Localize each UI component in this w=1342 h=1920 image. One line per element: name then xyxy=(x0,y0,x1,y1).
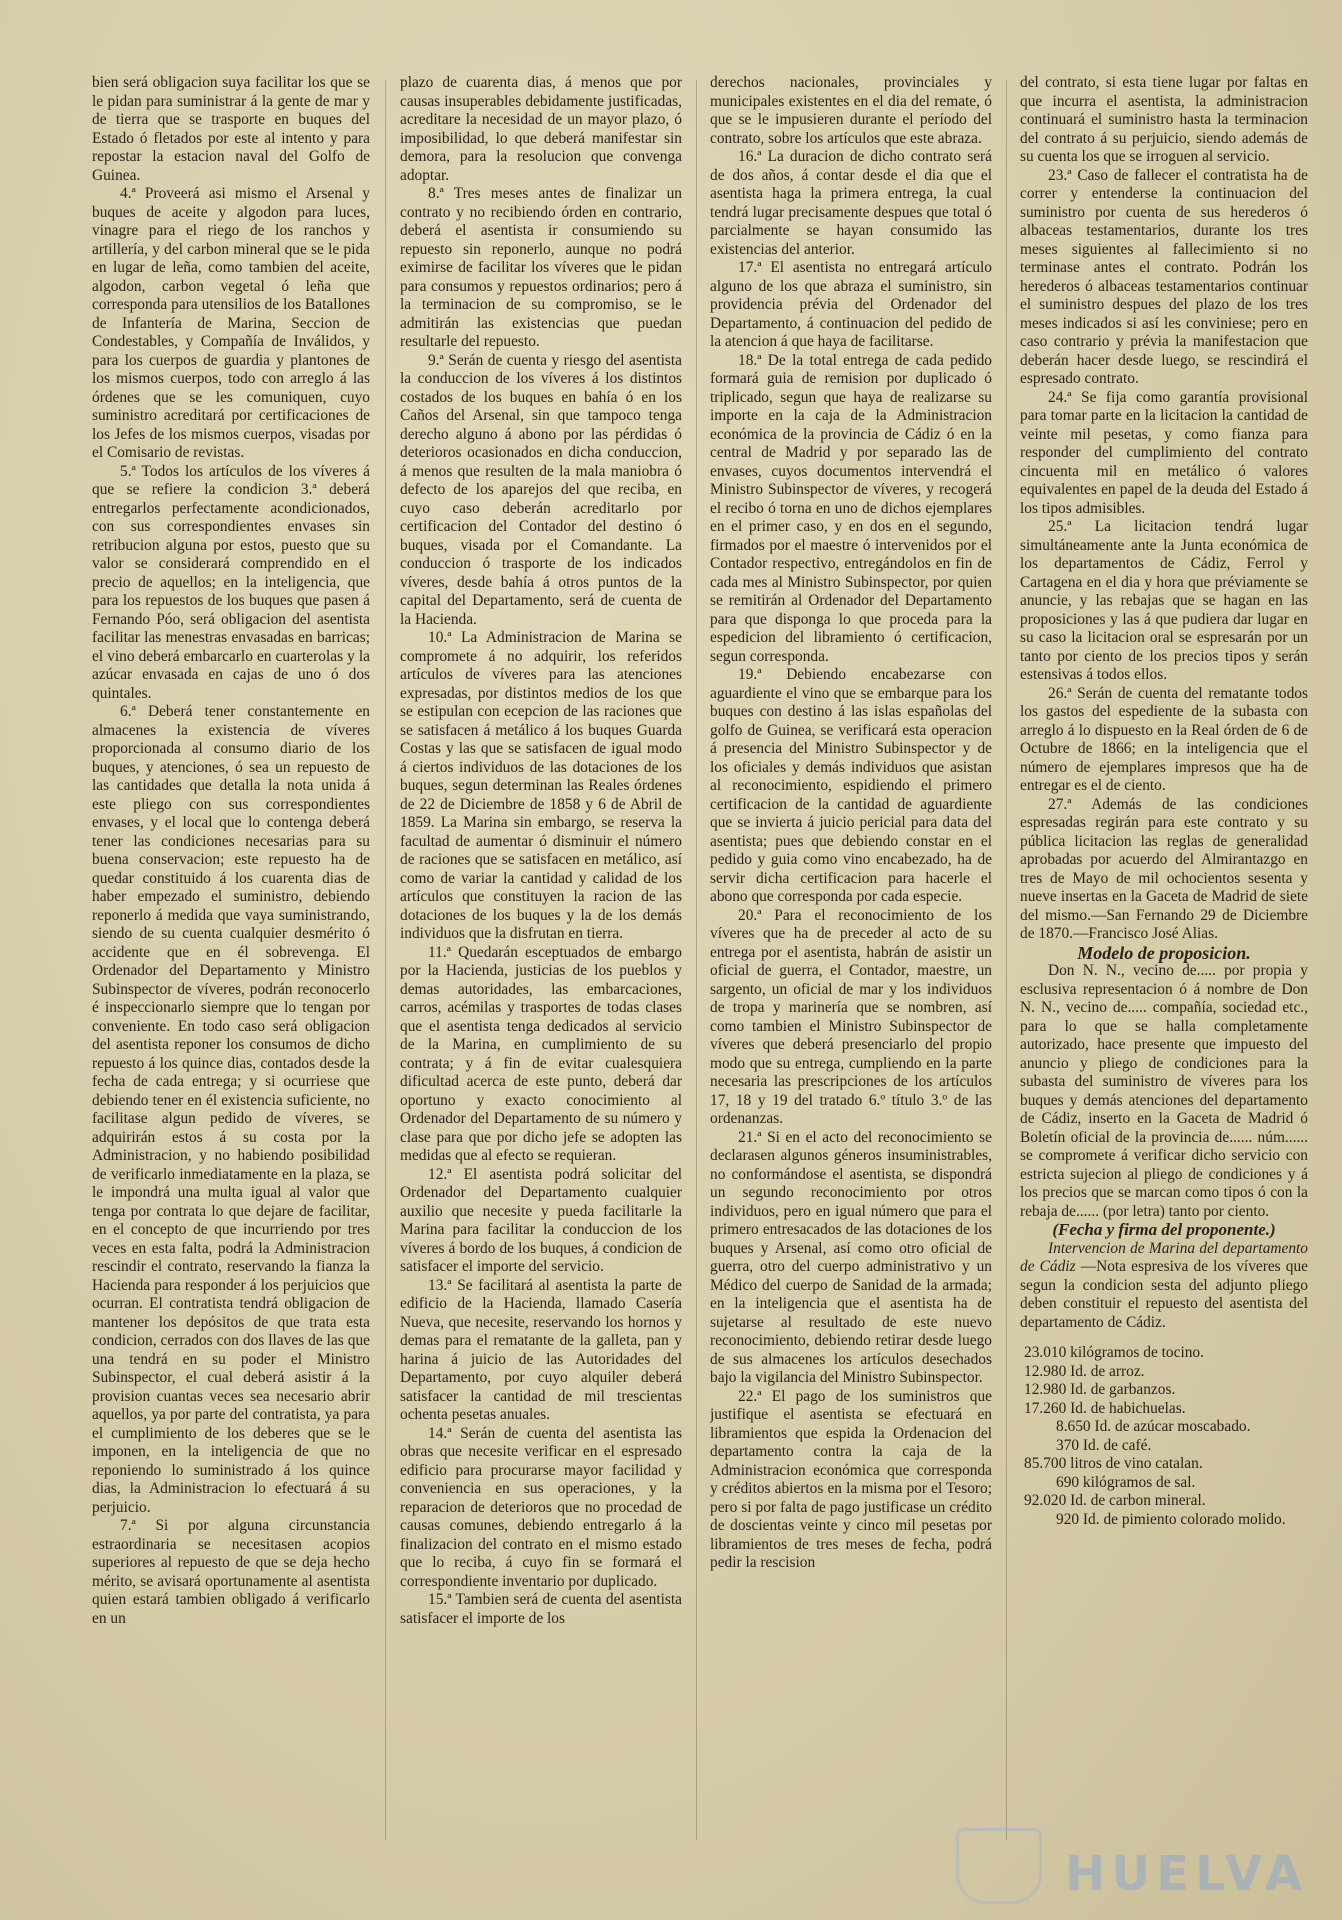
text-column-4 xyxy=(1020,74,1308,1849)
paragraph: del contrato, si esta tiene lugar por faltas en que incurra el asentista, la administracion continuará el suministro hasta la terminacion del contrato á su perjuicio, siendo además de su cuenta los que se irroguen al servicio. xyxy=(1020,74,1308,165)
paragraph: 24.ª Se fija como garantía provisional para tomar parte en la licitacion la cantidad de veinte mil pesetas, y como fianza para responder del cumplimiento del contrato cincuenta mil en metálico ó valores equivalentes en papel de la deuda del Estado á los tipos admisibles. xyxy=(1020,388,1308,517)
text-column-3 xyxy=(710,74,992,1849)
modelo-heading: Modelo de proposicion. xyxy=(1077,942,1251,963)
paragraph: 5.ª Todos los artículos de los víveres á que se refiere la condicion 3.ª deberá entregarlos perfectamente acondicionados, con sus correspondientes envases sin retribucion alguna por estos, puesto que su valor se considerará comprendido en el precio de aquellos; en la inteligencia, que para los repuestos de los buques que pasen á Fernando Póo, será obligacion del asentista facilitar las menestras envasadas en barricas; el vino deberá embarcarlo en cuarterolas y la azúcar envasada en cajas de uno ó dos quintales. xyxy=(92,462,370,702)
list-item: 92.020 Id. de carbon mineral. xyxy=(1024,1492,1206,1509)
list-item: 85.700 litros de vino catalan. xyxy=(1024,1455,1203,1472)
column-divider xyxy=(696,80,697,1840)
list-item: 12.980 Id. de garbanzos. xyxy=(1024,1381,1176,1398)
paragraph: 27.ª Además de las condiciones espresadas regirán para este contrato y su pública licitacion las reglas de generalidad aprobadas por acuerdo del Almirantazgo en tres de Mayo de mil ochocientos sesenta y nueve insertas en la Gaceta de Madrid de siete del mismo.—San Fernando 29 de Diciembre de 1870.—Francisco José Alias. xyxy=(1020,795,1308,942)
paragraph: 12.ª El asentista podrá solicitar del Ordenador del Departamento cualquier auxilio que necesite y pueda facilitarle la Marina para facilitar la conduccion de los víveres á bordo de los buques, á condicion de satisfacer el importe del servicio. xyxy=(400,1165,682,1275)
nota-intro-italic: Intervencion de Marina del departamento de Cádiz xyxy=(1020,1239,1308,1275)
paragraph: 16.ª La duracion de dicho contrato será de dos años, á contar desde el dia que el asentista haga la primera entrega, la cual tendrá lugar precisamente despues que total ó parcialmente se hayan consumido las existencias del anterior. xyxy=(710,148,992,258)
paragraph: 25.ª La licitacion tendrá lugar simultáneamente ante la Junta económica de los departamentos de Cádiz, Ferrol y Cartagena en el dia y hora que préviamente se anuncie, y las rebajas que se hagan en las proposiciones y las á que pudiera dar lugar en su caso la licitacion oral se espresarán por un tanto por ciento de los precios tipos y serán estensivas á todos ellos. xyxy=(1020,518,1308,683)
column-divider xyxy=(385,80,386,1840)
modelo-body: Don N. N., vecino de..... por propia y esclusiva representacion ó á nombre de Don N. N., vecino de..... compañía, sociedad etc., para lo que se halla completamente autorizado, hace presente que impuesto del anuncio y pliego de condiciones para la subasta del suministro de víveres para los buques y demás atenciones del departamento de Cádiz, inserto en la Gaceta de Madrid ó Boletín oficial de la provincia de...... núm...... se compromete á verificar dicho servicio con estricta sujecion al pliego de condiciones y á los precios que se marcan como tipos ó con la rebaja de...... (por letra) tanto por ciento. xyxy=(1020,962,1308,1220)
paragraph: 15.ª Tambien será de cuenta del asentista satisfacer el importe de los xyxy=(400,1591,682,1627)
paragraph: 20.ª Para el reconocimiento de los víveres que ha de preceder al acto de su entrega por el asentista, habrán de asistir un oficial de guerra, el Contador, maestre, un sargento, un oficial de mar y los individuos de tropa y marinería que se nombren, así como tambien el Ministro Subinspector de víveres que deberá presenciarlo del propio modo que su entrega, cumpliendo en la parte necesaria las prescripciones de los artículos 17, 18 y 19 del tratado 6.º título 3.º de las ordenanzas. xyxy=(710,906,992,1127)
coat-of-arms-watermark xyxy=(956,1828,1042,1904)
list-item: 17.260 Id. de habichuelas. xyxy=(1024,1399,1186,1417)
paragraph: plazo de cuarenta dias, á menos que por causas insuperables debidamente justificadas, acreditare la necesidad de un mayor plazo, ó imposibilidad, lo que deberá manifestar sin demora, para la resolucion que convenga adoptar. xyxy=(400,74,682,184)
paragraph: 9.ª Serán de cuenta y riesgo del asentista la conduccion de los víveres á los distintos costados de los buques en bahía ó en los Caños del Arsenal, sin que tampoco tenga derecho alguno á abono por las pérdidas ó deterioros ocasionados en dicha conduccion, á menos que resulten de la mala maniobra ó defecto de los aparejos del que reciba, en cuyo caso deberán acreditarlo por certificacion del Contador del destino ó buques, visada por el Comandante. La conduccion ó trasporte de los indicados víveres, desde bahía á otros puntos de la capital del Departamento, será de cuenta de la Hacienda. xyxy=(400,351,682,628)
list-item: 370 Id. de café. xyxy=(1056,1436,1152,1454)
paragraph: 22.ª El pago de los suministros que justifique el asentista se efectuará en libramientos que espida la Ordenacion del departamento contra la caja de la Administracion económica que corresponda y créditos abiertos en la misma por el Tesoro; pero si por falta de pago justificase un crédito de doscientas veinte y cinco mil pesetas por libramientos de tres meses de fecha, podrá pedir la rescision xyxy=(710,1387,992,1571)
paragraph: derechos nacionales, provinciales y municipales existentes en el dia del remate, ó que se le impusieren durante el período del contrato, sobre los artículos que este abraza. xyxy=(710,74,992,147)
paragraph: 4.ª Proveerá asi mismo el Arsenal y buques de aceite y algodon para luces, vinagre para el riego de los ranchos y artillería, y del carbon mineral que se le pida en lugar de leña, como tambien del aceite, algodon, carbon vegetal ó leña que corresponda para utensilios de los Batallones de Infantería de Marina, Seccion de Condestables, y Compañía de Inválidos, y para los cuerpos de guardia y plantones de los mismos cuerpos, todo con arreglo á las órdenes que se les comuniquen, cuyo suministro acreditará por certificaciones de los Jefes de los mismos cuerpos, visadas por el Comisario de revistas. xyxy=(92,185,370,461)
paragraph: 19.ª Debiendo encabezarse con aguardiente el vino que se embarque para los buques con destino á las islas españolas del golfo de Guinea, se verificará esta operacion á presencia del Ministro Subinspector y de los oficiales y demás individuos que asistan al reconocimiento, espidiendo el primero certificacion de la cantidad de aguardiente que se invierta á juicio pericial para data del asentista; pues que debiendo constar en el pedido y guia como vino encabezado, ha de servir dicha certificacion para hacerle el abono que corresponda por cada especie. xyxy=(710,666,992,905)
list-item: 920 Id. de pimiento colorado molido. xyxy=(1056,1510,1286,1528)
paragraph: 26.ª Serán de cuenta del rematante todos los gastos del espediente de la subasta con arreglo á lo dispuesto en la Real órden de 6 de Octubre de 1866; en la inteligencia que el número de ejemplares impresos que ha de entregar es el de ciento. xyxy=(1020,684,1308,794)
paragraph: 11.ª Quedarán esceptuados de embargo por la Hacienda, justicias de los pueblos y demas autoridades, las embarcaciones, carros, acémilas y trasportes de todas clases que el asentista tenga dedicados al servicio de la Marina, en cumplimiento de su contrata; y á fin de evitar cualesquiera dificultad acerca de este punto, deberá dar oportuno y exacto conocimiento al Ordenador del Departamento de su número y clase para que por dicho jefe se adopten las medidas que al efecto se requieran. xyxy=(400,943,682,1164)
nota-intro xyxy=(1020,1240,1308,1333)
column-divider xyxy=(1006,80,1007,1840)
list-item: 8.650 Id. de azúcar moscabado. xyxy=(1056,1418,1251,1435)
paragraph: 10.ª La Administracion de Marina se compromete á no adquirir, los referidos artículos de víveres para las atenciones expresadas, por distintos medios de los que se estipulan con ecepcion de las raciones que se satisfacen á metálico á los buques Guarda Costas y las que se satisfacen de igual modo á ciertos individuos de las dotaciones de los buques, segun determinan las Reales órdenes de 22 de Diciembre de 1858 y 6 de Abril de 1859. La Marina sin embargo, se reserva la facultad de aumentar ó disminuir el número de raciones que se satisfacen en metálico, así como de variar la cantidad y calidad de los artículos que constituyen la racion de las dotaciones de los buques y la de los demás individuos que la disfrutan en tierra. xyxy=(400,629,682,942)
list-item: 12.980 Id. de arroz. xyxy=(1024,1362,1145,1380)
paragraph: 7.ª Si por alguna circunstancia estraordinaria se necesitasen acopios superiores al repuesto de que se deja hecho mérito, se avisará oportunamente al asentista quien estará tambien obligado á verificarlo en un xyxy=(92,1517,370,1627)
paragraph: 17.ª El asentista no entregará artículo alguno de los que abraza el suministro, sin providencia prévia del Ordenador del Departamento, á continuacion del pedido de la atencion á que haya de facilitarse. xyxy=(710,259,992,350)
paragraph: 13.ª Se facilitará al asentista la parte de edificio de la Hacienda, llamado Casería Nueva, que necesite, reservando los hornos y demas para el rematante de la galleta, pan y harina á juicio de las Autoridades del Departamento, por cuyo alquiler deberá satisfacer la cantidad de mil trescientas ochenta pesetas anuales. xyxy=(400,1276,682,1423)
paragraph: 6.ª Deberá tener constantemente en almacenes la existencia de víveres proporcionada al consumo diario de los buques, y atenciones, ó sea un repuesto de las cantidades que detalla la nota unida á este pliego con sus correspondientes envases, y el local que lo contenga deberá tener las condiciones necesarias para su buena conservacion; este repuesto ha de quedar constituido á los cuarenta dias de haber empezado el suministro, debiendo reponerlo á medida que vaya suministrando, siendo de su cuenta cualquier desmérito ó accidente que en él sobrevenga. El Ordenador del Departamento y Ministro Subinspector de víveres, podrán reconocerlo é inspeccionarlo siempre que lo tengan por conveniente. En todo caso será obligacion del asentista reponer los consumos de dicho repuesto á los quince dias, contados desde la fecha de cada entrega; y si ocurriese que debiendo tener en él existencia suficiente, no facilitase algun pedido de víveres, se adquirirán estos á su costa por la Administracion, y no habiendo posibilidad de verificarlo inmediatamente en la plaza, se le impondrá una multa igual al valor que tenga por contrata lo que dejare de facilitar, en el concepto de que incurriendo por tres veces en esta falta, podrá la Administracion rescindir el contrato, reservando la fianza la Hacienda para responder á los perjuicios que ocurran. El contratista tendrá obligacion de mantener los depósitos de que trata esta condicion, cerrados con dos llaves de las que una tendrá en su poder el Ministro Subinspector, el cual deberá asistir á la provision cuantas veces sea necesario abrir aquellos, ya por parte del contratista, ya para el cumplimiento de los deberes que se le imponen, en la inteligencia de que no reponiendo lo suministrado á los quince dias, la Administracion lo efectuará á su perjuicio. xyxy=(92,703,370,1516)
conditions-text xyxy=(1020,74,1308,944)
archive-watermark: HUELVA xyxy=(1065,1846,1308,1902)
signature-line: (Fecha y firma del proponente.) xyxy=(1052,1220,1276,1239)
paragraph: 18.ª De la total entrega de cada pedido formará guia de remision por duplicado ó triplicado, segun que haya de realizarse su importe en la caja de la Administracion económica de la provincia de Cádiz ó en la central de Madrid y por separado las de envases, cuyos documentos intervendrá el Ministro Subinspector de víveres, y recogerá el recibo ó torna en uno de dichos ejemplares en el primer caso, y en dos en el segundo, firmados por el maestre ó intervenidos por el Contador respectivo, entregándolos en fin de cada mes al Ministro Subinspector, por quien se remitirán al Ordenador del Departamento para que disponga lo que proceda para la espedicion del libramiento ó certificacion, segun corresponda. xyxy=(710,351,992,665)
paragraph: 8.ª Tres meses antes de finalizar un contrato y no recibiendo órden en contrario, deberá el asentista ir consumiendo su repuesto sin reponerlo, aunque no podrá eximirse de facilitar los víveres que le pidan para consumos y repuestos ordinarios; pero á la terminacion de su compromiso, se le admitirán las existencias que puedan resultarle del repuesto. xyxy=(400,185,682,350)
list-item: 690 kilógramos de sal. xyxy=(1056,1473,1196,1491)
provisions-list xyxy=(1020,1344,1308,1529)
text-column-1 xyxy=(92,74,370,1849)
paragraph: bien será obligacion suya facilitar los que se le pidan para suministrar á la gente de mar y de tierra que se trasporte en buques del Estado ó fletados por este al intento y para repostar la estacion naval del Golfo de Guinea. xyxy=(92,74,370,184)
nota-intro-rest: —Nota espresiva de los víveres que segun la condicion sesta del adjunto pliego deben constituir el repuesto del asentista del departamento de Cádiz. xyxy=(1020,1258,1308,1331)
paragraph: 14.ª Serán de cuenta del asentista las obras que necesite verificar en el espresado edificio para procurarse mayor facilidad y conveniencia en sus operaciones, y la reparacion de deterioros que no procedad de causas comunes, debiendo entregarlo á la finalizacion del contrato en el mismo estado que lo reciba, á cuyo fin se formará el correspondiente inventario por duplicado. xyxy=(400,1424,682,1590)
text-column-2 xyxy=(400,74,682,1849)
paragraph: 21.ª Si en el acto del reconocimiento se declarasen algunos géneros insuministrables, no conformándose el asentista, se dispondrá un segundo reconocimiento por otros individuos, pero en igual número que para el primero entresacados de las dotaciones de los buques y Arsenal, así como otro oficial de guerra, otro del cuerpo administrativo y un Médico del cuerpo de Sanidad de la armada; en la inteligencia que el asentista ha de sujetarse al resultado de este nuevo reconocimiento, debiendo retirar desde luego de sus almacenes los artículos desechados bajo la vigilancia del Ministro Subinspector. xyxy=(710,1128,992,1386)
paragraph: 23.ª Caso de fallecer el contratista ha de correr y entenderse la continuacion del suministro por cuenta de sus herederos ó albaceas testamentarios, durante los tres meses siguientes al fallecimiento si no terminase antes el contrato. Podrán los herederos ó albaceas testamentarios continuar el suministro despues del plazo de los tres meses indicados si así les conviniese; pero en caso contrario y prévia la manifestacion que deberán hacer desde luego, se rescindirá el espresado contrato. xyxy=(1020,166,1308,387)
list-item: 23.010 kilógramos de tocino. xyxy=(1024,1344,1204,1361)
